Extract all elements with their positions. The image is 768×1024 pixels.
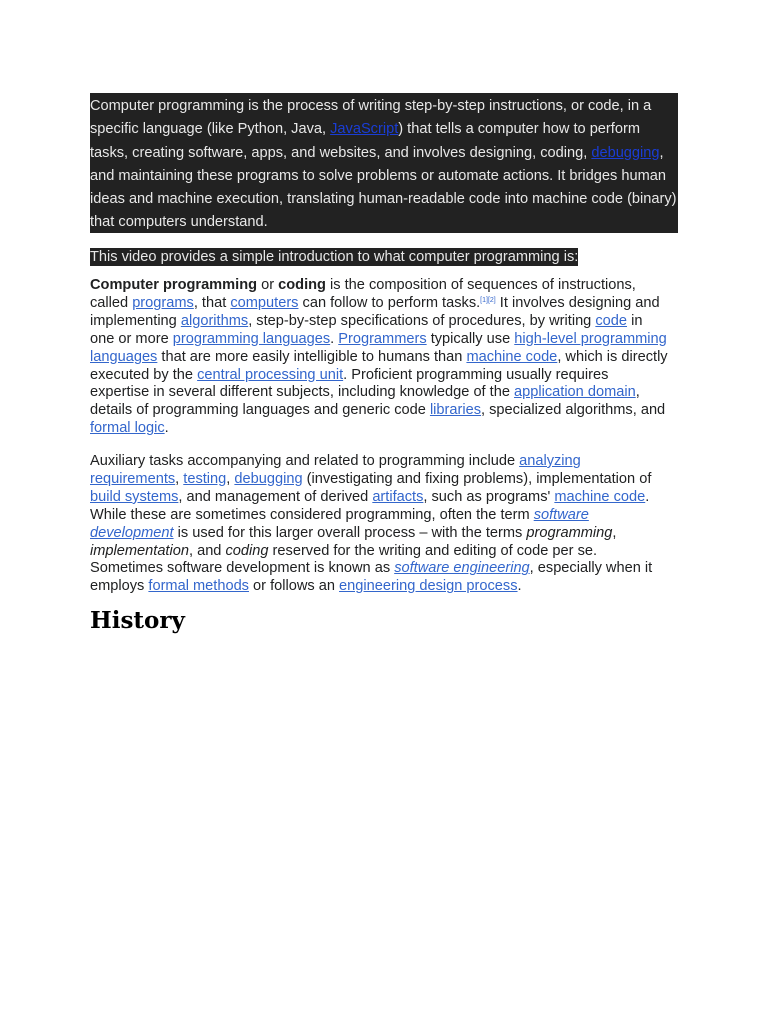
text: , and xyxy=(188,542,226,559)
text: or xyxy=(257,277,279,293)
text: in one or more xyxy=(90,312,643,347)
link-debugging[interactable]: debugging xyxy=(234,470,303,487)
link-formal-logic[interactable]: formal logic xyxy=(90,420,165,437)
link-artifacts[interactable]: artifacts xyxy=(372,488,424,505)
paragraph-definition xyxy=(90,277,670,438)
intro-text: , and maintaining these programs to solve problems or automate actions. It bridges human ideas and machine execution, translating human-readable code into machine code (binary) that computers understand. xyxy=(90,144,677,231)
text: , xyxy=(226,470,235,487)
link-programs[interactable]: programs xyxy=(132,294,194,311)
text: It involves designing and implementing xyxy=(90,294,660,329)
italic-term: coding xyxy=(225,542,269,559)
text: , specialized algorithms, and xyxy=(481,402,666,419)
paragraph-auxiliary xyxy=(90,453,670,596)
italic-term: implementation xyxy=(90,542,189,559)
text: Auxiliary tasks accompanying and related to programming include xyxy=(90,453,520,469)
link-programming-languages[interactable]: programming languages xyxy=(172,330,331,347)
link-machine-code[interactable]: machine code xyxy=(554,488,646,505)
text: , step-by-step specifications of procedures, by writing xyxy=(248,312,596,329)
text: can follow to perform tasks. xyxy=(298,294,481,311)
link-testing[interactable]: testing xyxy=(183,470,227,487)
text: , which is directly executed by the xyxy=(90,348,668,383)
link-programmers[interactable]: Programmers xyxy=(338,330,427,347)
video-intro-text: This video provides a simple introduction to what computer programming is: xyxy=(90,249,579,265)
text: that are more easily intelligible to humans than xyxy=(157,348,467,365)
link-debugging-intro[interactable]: debugging xyxy=(591,144,660,161)
link-engineering-design-process[interactable]: engineering design process xyxy=(339,578,518,595)
text: is used for this larger overall process – with the terms xyxy=(173,524,527,541)
text: . xyxy=(517,578,522,595)
ai-overview-block xyxy=(90,93,678,233)
link-software-development[interactable]: software development xyxy=(90,506,589,541)
text: , that xyxy=(193,294,231,311)
link-software-engineering[interactable]: software engineering xyxy=(394,560,530,577)
citation-ref[interactable]: [1][2] xyxy=(480,296,496,304)
text: . xyxy=(330,330,339,347)
text: , and management of derived xyxy=(178,488,373,505)
link-machine-code[interactable]: machine code xyxy=(466,348,558,365)
link-high-level-languages[interactable]: high-level programming languages xyxy=(90,330,667,365)
link-cpu[interactable]: central processing unit xyxy=(197,366,344,383)
link-computers[interactable]: computers xyxy=(230,294,299,311)
link-analyzing-requirements[interactable]: analyzing requirements xyxy=(90,453,581,487)
section-heading-history: History xyxy=(90,607,185,634)
text: typically use xyxy=(426,330,515,347)
italic-term: programming xyxy=(526,524,613,541)
link-javascript[interactable]: JavaScript xyxy=(330,121,399,138)
link-build-systems[interactable]: build systems xyxy=(90,488,179,505)
text: or follows an xyxy=(248,578,340,595)
link-algorithms[interactable]: algorithms xyxy=(180,312,249,329)
text: (investigating and fixing problems), implementation of xyxy=(302,470,652,487)
text: , details of programming languages and generic code xyxy=(90,384,640,419)
link-application-domain[interactable]: application domain xyxy=(514,384,636,401)
text: , such as programs' xyxy=(423,488,555,505)
text: . xyxy=(164,420,169,437)
intro-text: Computer programming is the process of writing step-by-step instructions, or code, in a specific language (like Python, Java, xyxy=(90,98,652,138)
bold-term: Computer programming xyxy=(90,277,258,293)
text: , especially when it employs xyxy=(90,560,653,595)
intro-text: ) that tells a computer how to perform tasks, creating software, apps, and websites, and involves designing, coding, xyxy=(90,121,640,161)
text: . Proficient programming usually requires expertise in several different subjects, including knowledge of the xyxy=(90,366,609,401)
link-formal-methods[interactable]: formal methods xyxy=(148,578,249,595)
link-code[interactable]: code xyxy=(595,312,628,329)
text: . While these are sometimes considered programming, often the term xyxy=(90,488,650,523)
text: , xyxy=(175,470,184,487)
bold-term: coding xyxy=(278,277,326,293)
link-libraries[interactable]: libraries xyxy=(429,402,482,419)
text: is the composition of sequences of instructions, called xyxy=(90,277,636,311)
text: reserved for the writing and editing of code per se. Sometimes software development is known as xyxy=(90,542,598,577)
text: , xyxy=(612,524,617,541)
